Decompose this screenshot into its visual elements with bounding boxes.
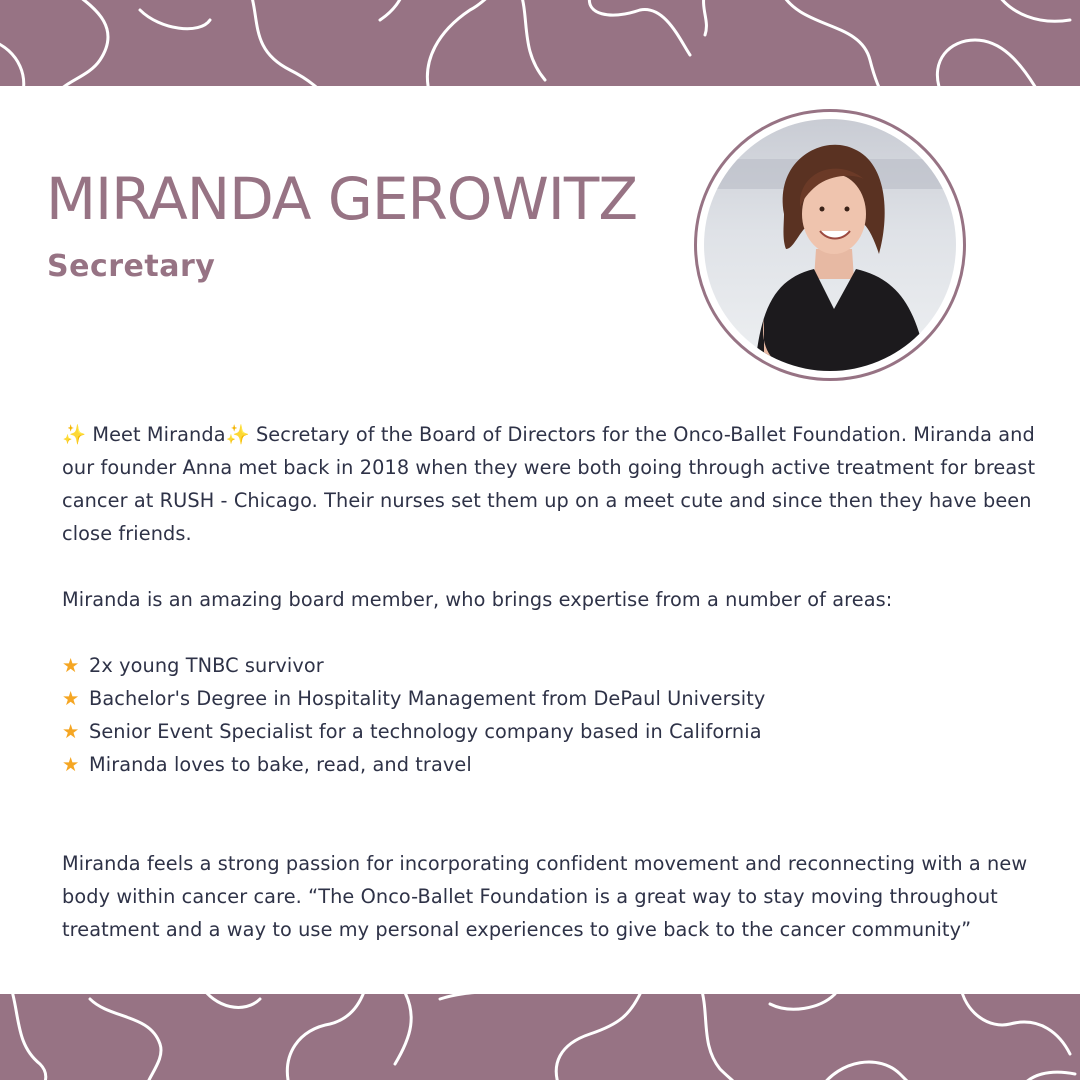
star-icon: ★ [62,720,80,743]
bio-intro [62,418,1052,550]
bio-section [62,418,1052,946]
intro-rest: Secretary of the Board of Directors for the Onco-Ballet Foundation. Miranda and our founder Anna met back in 2018 when they were both going through active treatment for breast cancer at RUSH - Chicago. Their nurses set them up on a meet cute and since then they have been close friends. [62,423,1036,545]
highlights-list [62,649,1052,781]
list-item: ★ Miranda loves to bake, read, and travel [62,748,1052,781]
squiggle-pattern-bottom [0,994,1080,1080]
person-name: MIRANDA GEROWITZ [46,165,638,233]
intro-prefix: Meet Miranda [92,423,226,446]
squiggle-pattern-top [0,0,1080,86]
star-icon: ★ [62,753,80,776]
sparkle-icon: ✨ [225,423,250,446]
sparkle-icon: ✨ [62,423,87,446]
list-item: ★ Senior Event Specialist for a technology company based in California [62,715,1052,748]
person-role: Secretary [47,249,216,284]
list-item: ★ Bachelor's Degree in Hospitality Management from DePaul University [62,682,1052,715]
star-icon: ★ [62,654,80,677]
list-item: ★ 2x young TNBC survivor [62,649,1052,682]
star-icon: ★ [62,687,80,710]
top-pattern-band [0,0,1080,86]
portrait-frame [694,109,966,381]
bottom-pattern-band [0,994,1080,1080]
bio-lead: Miranda is an amazing board member, who brings expertise from a number of areas: [62,588,893,611]
portrait-photo [704,119,956,371]
bio-closing: Miranda feels a strong passion for incorporating confident movement and reconnecting with a new body within cancer care. “The Onco-Ballet Foundation is a great way to stay moving throughout treatment and a way to use my personal experiences to give back to the cancer community” [62,852,1028,941]
